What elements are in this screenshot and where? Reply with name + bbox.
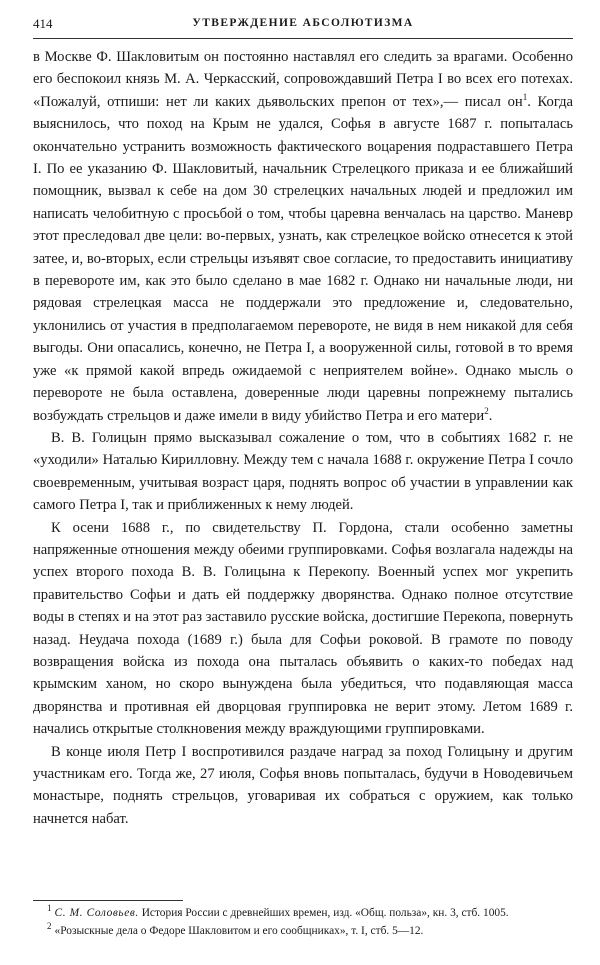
footnote-1-text: История России с древнейших времен, изд. «Общ. польза», кн. 3, стб. 1005. bbox=[138, 907, 509, 919]
paragraph-2: В. В. Голицын прямо высказывал сожаление о том, что в событиях 1682 г. не «уходили» Наталью Кирилловну. Между тем с начала 1688 г. окружение Петра I сочло своевременным, учитывая возраст царя, поднять вопрос об участии в управлении как самого Петра I, так и приближенных к нему людей. bbox=[33, 429, 573, 514]
footnote-1-mark: 1 bbox=[47, 903, 52, 914]
paragraph-3: К осени 1688 г., по свидетельству П. Гордона, стали особенно заметны напряженные отношения между обеими группировками. Софья возлагала надежды на успех второго похода В. В. Голицына к Перекопу. Военный успех мог укрепить правительство Софьи и дать ей поддержку дворянства. Однако полное отсутствие воды в степях и на этот раз заставило русские войска, достигшие Перекопа, повернуть назад. Неудача похода (1689 г.) была для Софьи роковой. В грамоте по поводу возвращения войска из похода она пыталась объявить о каких-то победах над крымским ханом, но скоро вынуждена была убедиться, что подавляющая масса дворянства и противная ей дворцовая группировка не верит этому. Летом 1689 г. начались открытые столкновения между враждующими группировками. bbox=[33, 519, 573, 738]
paragraph-1-text-a: в Москве Ф. Шакловитым он постоянно наставлял его следить за врагами. Особенно его беспокоил князь М. А. Черкасский, сопровождавший Петра I во всех его потехах. «Пожалуй, отпиши: нет ли каких дьявольских препон от тех»,— писал он bbox=[33, 49, 573, 110]
header-rule bbox=[33, 38, 573, 39]
footnote-1 bbox=[33, 905, 573, 923]
footnote-2-mark: 2 bbox=[47, 920, 52, 931]
footnotes bbox=[33, 905, 573, 940]
footnote-2 bbox=[33, 920, 573, 941]
body-text bbox=[33, 46, 573, 830]
paragraph-1-text-b: . Когда выяснилось, что поход на Крым не удался, Софья в августе 1687 г. попыталась окончательно устранить возможность фактического воцарения подраставшего Петра I. По ее указанию Ф. Шакловитый, начальник Стрелецкого приказа и ее ближайший помощник, вызвал к себе на дом 30 стрелецких начальных людей и предложил им написать челобитную с просьбой о том, чтобы царевна венчалась на царство. Маневр этот преследовал две цели: во-первых, узнать, как стрелецкое войско отнесется к этой затее, и, во-вторых, если стрельцы изъявят свое согласие, то предоставить инициативу в перевороте им, как это было сделано в мае 1682 г. Однако ни начальные люди, ни рядовая стрелецкая масса не поддержали это предложение и, следовательно, уклонились от участия в предполагаемом перевороте, не видя в нем никакой для себя выгоды. Они опасались, конечно, не Петра I, а вооруженной силы, готовой в то время уже «к прямой какой впредь ожидаемой с неприятелем войне». Однако мысль о перевороте не была оставлена, доверенные люди царевны попрежнему пытались возбуждать стрельцов и даже имели в виду убийство Петра и его матери bbox=[33, 93, 573, 424]
footnote-ref-2: 2 bbox=[484, 405, 489, 416]
footnote-1-author: С. М. Соловьев. bbox=[54, 907, 139, 919]
page-number: 414 bbox=[33, 16, 53, 31]
page-header bbox=[33, 14, 573, 34]
footnote-rule bbox=[33, 900, 183, 901]
paragraph-1-text-c: . bbox=[488, 407, 493, 424]
paragraph-4: В конце июля Петр I воспротивился раздаче наград за поход Голицыну и другим участникам его. Тогда же, 27 июля, Софья вновь попыталась, будучи в Новодевичьем монастыре, поднять стрельцов, уговаривая их собраться с оружием, как только начнется набат. bbox=[33, 743, 573, 827]
paragraph-1 bbox=[33, 46, 573, 427]
running-title: УТВЕРЖДЕНИЕ АБСОЛЮТИЗМА bbox=[192, 17, 414, 29]
footnote-2-text: «Розыскные дела о Федоре Шакловитом и его сообщниках», т. I, стб. 5—12. bbox=[54, 924, 424, 937]
footnote-ref-1: 1 bbox=[522, 91, 528, 102]
